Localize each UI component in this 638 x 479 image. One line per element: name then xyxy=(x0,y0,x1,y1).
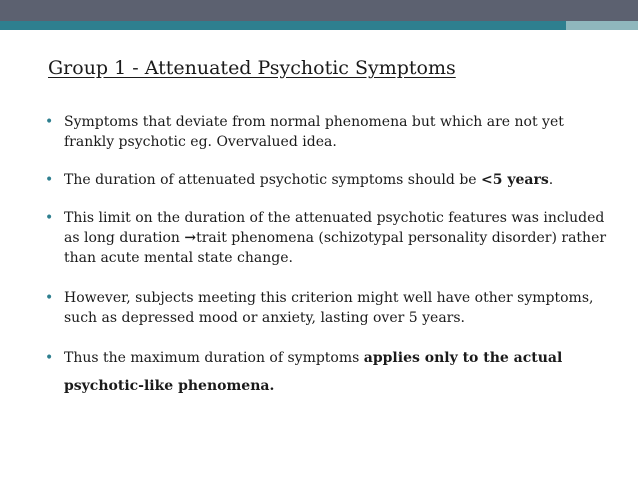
bullet-dot-icon: • xyxy=(45,114,54,130)
slide-header-band xyxy=(0,0,638,22)
bullet-text-part: trait phenomena (schizotypal personality disorder) rather than acute mental state change. xyxy=(64,230,607,266)
bullet-text: Symptoms that deviate from normal phenomena but which are not yet frankly psychotic eg. Overvalued idea. xyxy=(64,114,564,150)
bullet-text-part: Thus the maximum duration of symptoms xyxy=(64,350,364,366)
bullet-text xyxy=(64,344,609,400)
header-light-stripe xyxy=(566,21,638,30)
bullet-emphasis: <5 years xyxy=(481,172,549,188)
bullet-dot-icon: • xyxy=(45,290,54,306)
bullet-text xyxy=(64,208,609,268)
header-dark-stripe xyxy=(0,0,638,21)
bullet-dot-icon: • xyxy=(45,350,54,366)
bullet-dot-icon: • xyxy=(45,172,54,188)
bullet-text xyxy=(64,170,609,190)
arrow-icon: → xyxy=(184,230,197,246)
bullet-text-part: The duration of attenuated psychotic symptoms should be xyxy=(64,172,482,188)
header-teal-stripe xyxy=(0,21,566,30)
bullet-dot-icon: • xyxy=(45,210,54,226)
bullet-text-part: . xyxy=(548,172,554,188)
bullet-emphasis: applies only to the actual psychotic-like phenomena. xyxy=(64,350,563,394)
bullet-text-part: This limit on the duration of the attenuated psychotic features was included as long duration xyxy=(64,210,605,246)
slide-title: Group 1 - Attenuated Psychotic Symptoms xyxy=(48,57,456,79)
bullet-text: However, subjects meeting this criterion might well have other symptoms, such as depressed mood or anxiety, lasting over 5 years. xyxy=(64,290,594,326)
